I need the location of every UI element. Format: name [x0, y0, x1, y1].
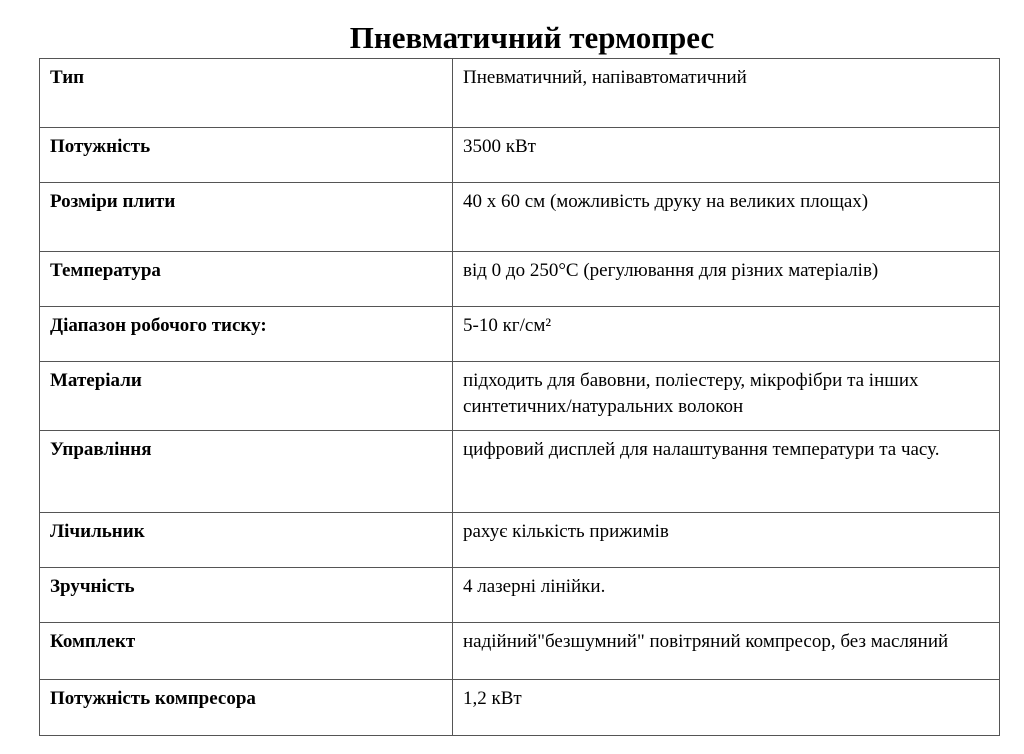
spec-label: Температура	[40, 252, 453, 307]
document-title: Пневматичний термопрес	[349, 20, 715, 55]
spec-value: Пневматичний, напівавтоматичний	[453, 59, 1000, 128]
spec-value: від 0 до 250°C (регулювання для різних матеріалів)	[453, 252, 1000, 307]
spec-label: Матеріали	[40, 362, 453, 431]
table-row	[40, 513, 1000, 568]
table-row	[40, 431, 1000, 513]
table-row	[40, 362, 1000, 431]
spec-label: Комплект	[40, 623, 453, 680]
spec-label: Розміри плити	[40, 183, 453, 252]
spec-value: 4 лазерні лінійки.	[453, 568, 1000, 623]
spec-value: 1,2 кВт	[453, 680, 1000, 736]
spec-value: цифровий дисплей для налаштування температури та часу.	[453, 431, 1000, 513]
spec-label: Потужність	[40, 128, 453, 183]
table-row	[40, 252, 1000, 307]
spec-value: надійний"безшумний" повітряний компресор, без масляний	[453, 623, 1000, 680]
specifications-table	[39, 58, 1000, 736]
table-row	[40, 128, 1000, 183]
spec-label: Потужність компресора	[40, 680, 453, 736]
spec-label: Діапазон робочого тиску:	[40, 307, 453, 362]
spec-label: Зручність	[40, 568, 453, 623]
spec-value: 40 х 60 см (можливість друку на великих площах)	[453, 183, 1000, 252]
table-row	[40, 623, 1000, 680]
table-row	[40, 568, 1000, 623]
spec-value: підходить для бавовни, поліестеру, мікрофібри та інших синтетичних/натуральних волокон	[453, 362, 1000, 431]
table-row	[40, 59, 1000, 128]
spec-value: 3500 кВт	[453, 128, 1000, 183]
table-row	[40, 307, 1000, 362]
spec-label: Тип	[40, 59, 453, 128]
spec-label: Управління	[40, 431, 453, 513]
spec-value: рахує кількість прижимів	[453, 513, 1000, 568]
table-row	[40, 183, 1000, 252]
spec-value: 5-10 кг/см²	[453, 307, 1000, 362]
spec-label: Лічильник	[40, 513, 453, 568]
table-row	[40, 680, 1000, 736]
